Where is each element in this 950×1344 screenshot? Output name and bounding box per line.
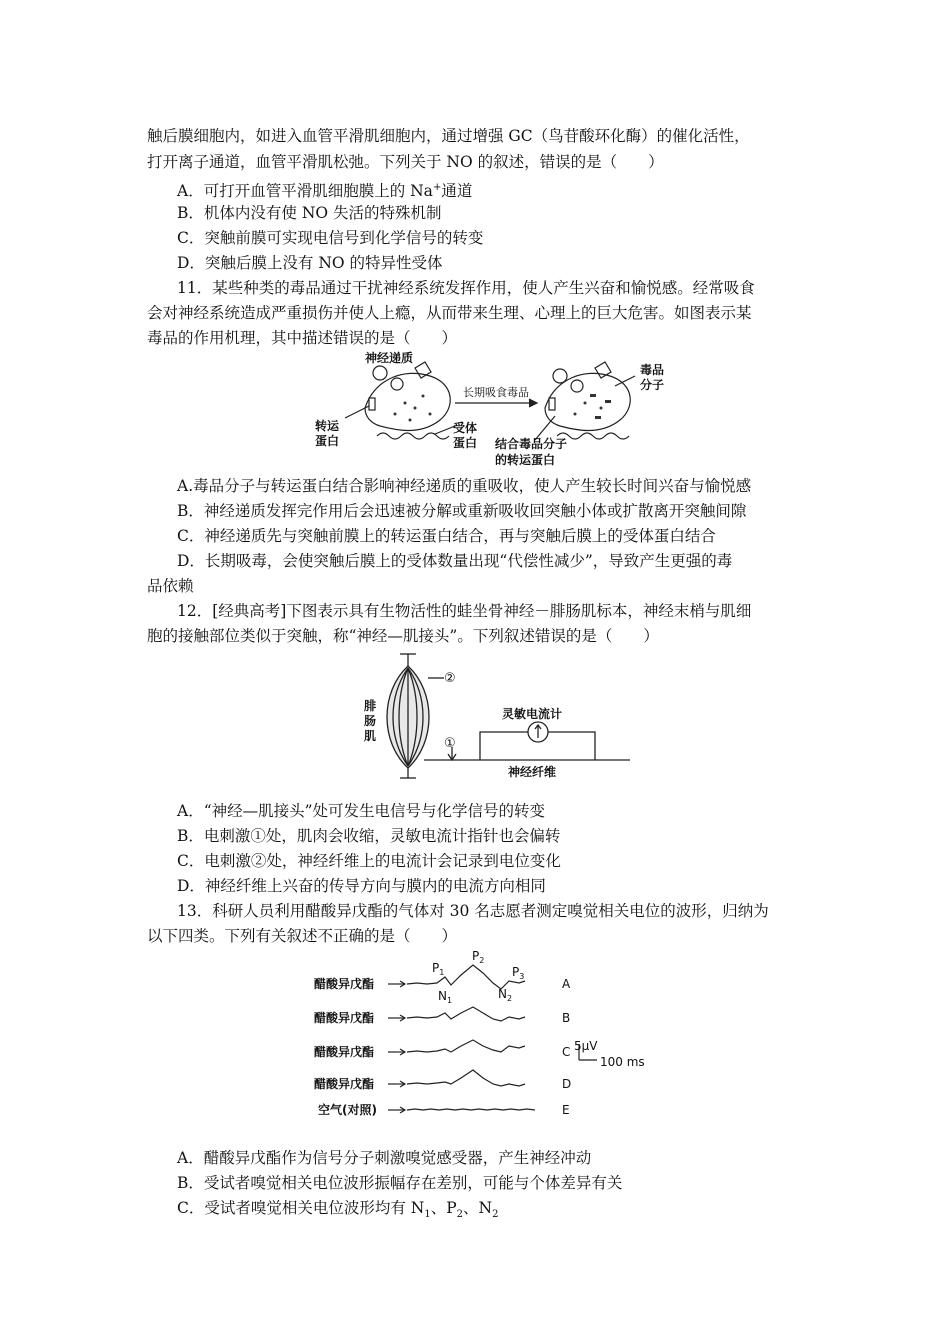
olfactory-potential-figure (312, 946, 672, 1124)
q11-option-d-line-1: D．长期吸毒，会使突触后膜上的受体数量出现“代偿性减少”，导致产生更强的毒 (177, 552, 733, 570)
fig13-stim-a: 醋酸异戊酯 (314, 977, 375, 991)
fig12-label-muscle-1: 腓 (364, 699, 377, 713)
fig13-row-e: E (562, 1103, 570, 1117)
fig11-label-transmitter: 神经递质 (365, 351, 414, 365)
svg-text:N1: $N_1$ (438, 989, 453, 1005)
fig11-label-transporter-2: 蛋白 (315, 434, 340, 448)
svg-text:N2: $N_2$ (498, 987, 513, 1003)
q13-stem-2: 以下四类。下列有关叙述不正确的是（ ） (147, 927, 458, 945)
fig13-row-c: C (562, 1045, 571, 1059)
q12-stem-1: 12．[经典高考]下图表示具有生物活性的蛙坐骨神经－腓肠肌标本，神经末梢与肌细 (177, 602, 752, 620)
fig13-control: 空气(对照) (318, 1103, 377, 1117)
q12-stem-2: 胞的接触部位类似于突触，称“神经—肌接头”。下列叙述错误的是（ ） (147, 627, 659, 645)
fig13-row-a: A (562, 977, 571, 991)
q13-option-a: A．醋酸异戊酯作为信号分子刺激嗅觉感受器，产生神经冲动 (177, 1149, 592, 1167)
q11-option-c: C．神经递质先与突触前膜上的转运蛋白结合，再与突触后膜上的受体蛋白结合 (177, 527, 716, 545)
fig13-stim-b: 醋酸异戊酯 (314, 1011, 375, 1025)
q12-option-a: A．“神经—肌接头”处可发生电信号与化学信号的转变 (177, 802, 546, 820)
fig12-label-nerve: 神经纤维 (508, 765, 557, 779)
fig12-label-point-1: ① (444, 736, 456, 751)
nerve-muscle-figure (360, 652, 635, 780)
fig11-label-drug-1: 毒品 (640, 363, 665, 377)
q11-option-d-line-2: 品依赖 (147, 577, 194, 595)
q11-stem-2: 会对神经系统造成严重损伤并使人上瘾，从而带来生理、心理上的巨大危害。如图表示某 (147, 304, 752, 322)
q12-option-b: B．电刺激①处，肌肉会收缩，灵敏电流计指针也会偏转 (177, 827, 561, 845)
fig12-label-muscle-3: 肌 (364, 729, 377, 743)
fig13-row-d: D (562, 1077, 572, 1091)
fig11-label-drug-2: 分子 (640, 378, 665, 392)
fig11-label-receptor-1: 受体 (453, 421, 478, 435)
fig12-label-muscle-2: 肠 (364, 714, 377, 728)
fig11-label-bound-2: 的转运蛋白 (495, 453, 556, 467)
q11-option-a: A.毒品分子与转运蛋白结合影响神经递质的重吸收，使人产生较长时间兴奋与愉悦感 (177, 477, 752, 495)
q13-option-c: C．受试者嗅觉相关电位波形均有 $N_1$、$P_2$、$N_2$ (177, 1199, 499, 1221)
q13-option-b: B．受试者嗅觉相关电位波形振幅存在差别，可能与个体差异有关 (177, 1174, 623, 1192)
fig11-label-receptor-2: 蛋白 (453, 436, 478, 450)
q10-option-c: C．突触前膜可实现电信号到化学信号的转变 (177, 229, 484, 247)
svg-text:P3: $P_3$ (512, 965, 525, 981)
fig13-scale-voltage: 5μV (574, 1039, 598, 1053)
intro-line-2: 打开离子通道，血管平滑肌松弛。下列关于 NO 的叙述，错误的是（ ） (147, 153, 664, 171)
fig11-label-bound-1: 结合毒品分子 (495, 437, 568, 451)
q12-option-d: D．神经纤维上兴奋的传导方向与膜内的电流方向相同 (177, 877, 546, 895)
fig12-label-meter: 灵敏电流计 (502, 707, 563, 721)
q11-stem-1: 11．某些种类的毒品通过干扰神经系统发挥作用，使人产生兴奋和愉悦感。经常吸食 (177, 279, 755, 297)
fig13-scale-time: 100 ms (600, 1055, 645, 1069)
svg-text:P1: $P_1$ (432, 961, 445, 977)
q11-stem-3: 毒品的作用机理，其中描述错误的是（ ） (147, 329, 458, 347)
fig12-label-point-2: ② (444, 671, 456, 686)
fig13-stim-c: 醋酸异戊酯 (314, 1045, 375, 1059)
fig13-row-b: B (562, 1011, 571, 1025)
q13-stem-1: 13．科研人员利用醋酸异戊酯的气体对 30 名志愿者测定嗅觉相关电位的波形，归纳为 (177, 902, 769, 920)
q12-option-c: C．电刺激②处，神经纤维上的电流计会记录到电位变化 (177, 852, 561, 870)
fig11-label-transporter-1: 转运 (315, 419, 340, 433)
synapse-drug-figure (305, 348, 685, 470)
fig13-stim-d: 醋酸异戊酯 (314, 1077, 375, 1091)
fig11-label-arrow: 长期吸食毒品 (463, 386, 529, 399)
q10-option-b: B．机体内没有使 NO 失活的特殊机制 (177, 204, 442, 222)
q10-option-d: D．突触后膜上没有 NO 的特异性受体 (177, 254, 443, 272)
q11-option-b: B．神经递质发挥完作用后会迅速被分解或重新吸收回突触小体或扩散离开突触间隙 (177, 502, 747, 520)
svg-text:P2: $P_2$ (472, 949, 485, 965)
intro-line-1: 触后膜细胞内，如进入血管平滑肌细胞内，通过增强 GC（鸟苷酸环化酶）的催化活性， (147, 127, 750, 145)
q10-option-a: A．可打开血管平滑肌细胞膜上的 Na+通道 (177, 182, 473, 201)
